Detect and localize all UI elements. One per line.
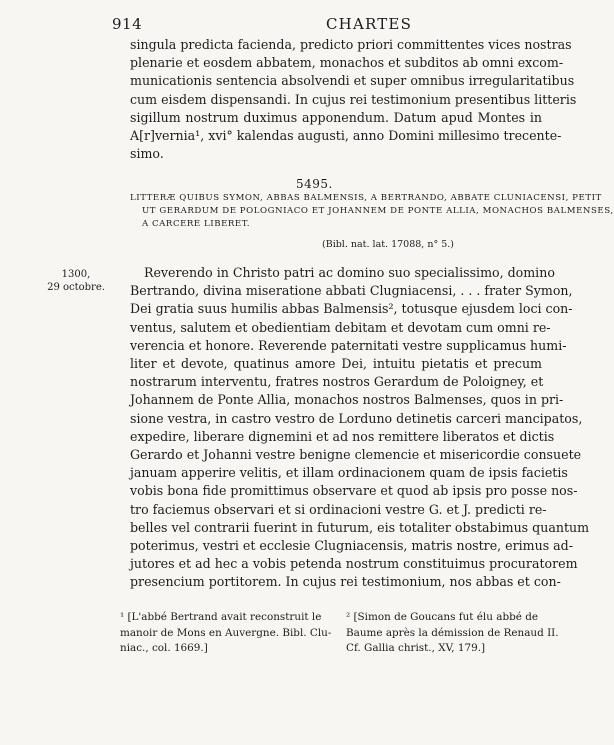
text-line: tro faciemus observari et si ordinacioni vestre G. et J. predicti re- (130, 501, 547, 517)
text-line: jutores et ad hec a vobis petenda nostrum constituimus procuratorem (130, 556, 578, 572)
footnote-line: manoir de Mons en Auvergne. Bibl. Clu- (120, 626, 332, 639)
text-line: plenarie et eosdem abbatem, monachos et subditos ab omni excom- (130, 55, 564, 71)
text-line: cum eisdem dispensandi. In cujus rei testimonium presentibus litteris (130, 91, 577, 107)
running-title: CHARTES (326, 15, 413, 33)
charter-heading (130, 192, 614, 232)
continued-charter-text (130, 36, 577, 163)
footnote-1 (120, 610, 332, 657)
source-reference: (Bibl. nat. lat. 17088, n° 5.) (322, 239, 455, 250)
text-line: verencia et honore. Reverende paternitati vestre supplicamus humi- (130, 337, 567, 353)
text-line: expedire, liberare dignemini et ad nos remittere liberatos et dictis (130, 428, 555, 444)
footnote-2 (346, 610, 559, 657)
charter-body (130, 264, 590, 592)
text-line: A[r]vernia¹, xvi° kalendas augusti, anno Domini millesimo trecente- (130, 128, 562, 144)
text-line: poterimus, vestri et ecclesie Clugniacensis, matris nostre, erimus ad- (130, 538, 574, 554)
text-line: Bertrando, divina miseratione abbati Clugniacensi, . . . frater Symon, (130, 283, 573, 299)
text-line: municationis sentencia absolvendi et super omnibus irregularitatibus (130, 73, 575, 89)
text-line: januam apperire velitis, et illam ordinacionem quam de ipsis facietis (130, 465, 568, 481)
heading-line: A CARCERE LIBERET. (142, 219, 251, 230)
text-line: singula predicta facienda, predicto priori committentes vices nostras (130, 37, 572, 52)
text-line: sione vestra, in castro vestro de Lorduno detinetis carceri mancipatos, (130, 410, 583, 426)
text-line: sigillum nostrum duximus apponendum. Datum apud Montes in (130, 109, 542, 125)
margin-date-note (40, 268, 112, 294)
footnote-line: Baume après la démission de Renaud II. (346, 626, 559, 639)
text-line: presencium portitorem. In cujus rei testimonium, nos abbas et con- (130, 574, 561, 590)
text-line: Dei gratia suus humilis abbas Balmensis², totusque ejusdem loci con- (130, 301, 573, 317)
page-number: 914 (112, 15, 143, 33)
margin-year: 1300, (61, 269, 91, 280)
charter-number: 5495. (296, 177, 333, 191)
footnote-line: Cf. Gallia christ., XV, 179.] (346, 642, 486, 654)
page-header (112, 15, 572, 35)
text-line: simo. (130, 146, 164, 162)
text-line: Johannem de Ponte Allia, monachos nostros Balmenses, quos in pri- (130, 392, 564, 408)
margin-day: 29 octobre. (47, 282, 105, 293)
text-line: ventus, salutem et obedientiam debitam et devotam cum omni re- (130, 319, 551, 335)
footnote-line: ¹ [L'abbé Bertrand avait reconstruit le (120, 611, 322, 623)
text-line: nostrarum interventu, fratres nostros Gerardum de Poloigney, et (130, 374, 544, 390)
text-line: liter et devote, quatinus amore Dei, intuitu pietatis et precum (130, 356, 542, 372)
footnote-line: niac., col. 1669.] (120, 642, 208, 654)
text-line: Gerardo et Johanni vestre benigne clemencie et misericordie consuete (130, 447, 582, 463)
heading-line: LITTERÆ QUIBUS SYMON, ABBAS BALMENSIS, A BERTRANDO, ABBATE CLUNIACENSI, PETIT (130, 193, 602, 203)
text-line: belles vel contrarii fuerint in futurum, eis totaliter obstabimus quantum (130, 519, 590, 535)
text-line: vobis bona fide promittimus observare et quod ab ipsis pro posse nos- (130, 483, 578, 499)
heading-line: UT GERARDUM DE POLOGNIACO ET JOHANNEM DE PONTE ALLIA, MONACHOS BALMENSES, (142, 206, 614, 217)
footnote-line: ² [Simon de Goucans fut élu abbé de (346, 611, 538, 623)
text-line: Reverendo in Christo patri ac domino suo specialissimo, domino (144, 265, 555, 280)
